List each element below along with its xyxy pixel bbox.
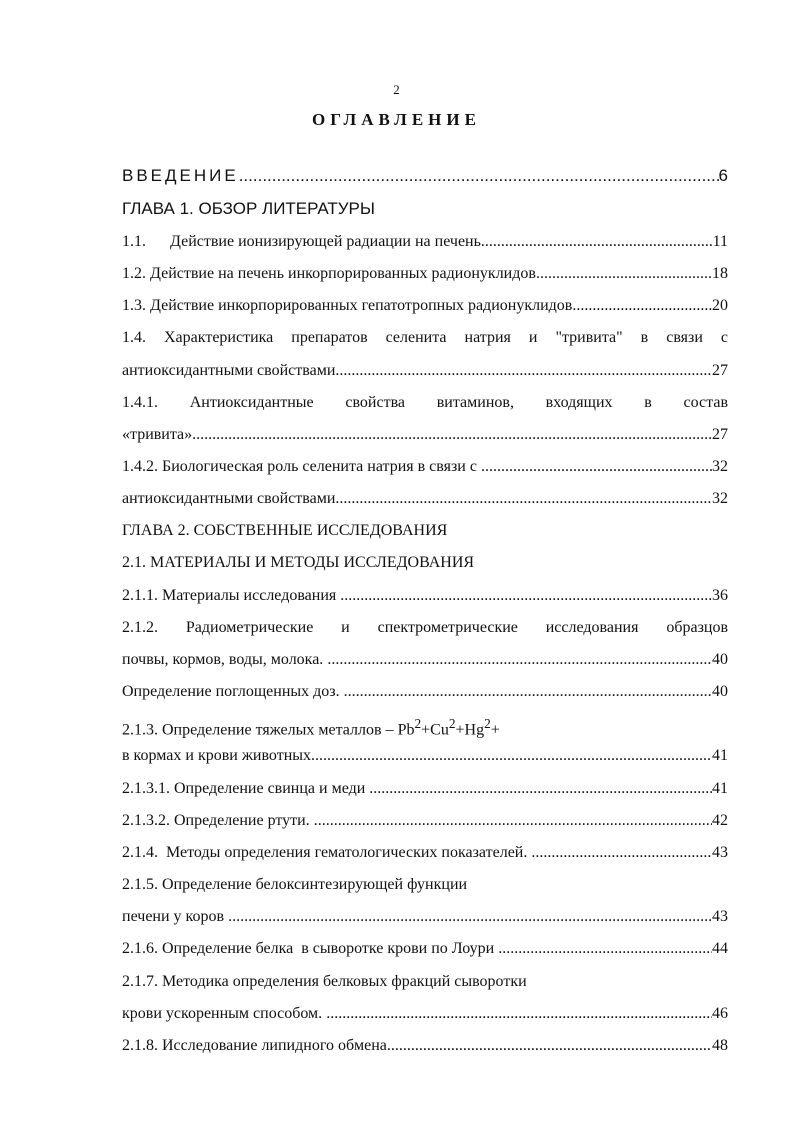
toc-entry-1-1	[122, 232, 728, 252]
toc-entry-label: Определение поглощенных доз.	[122, 683, 344, 700]
leader-dots	[344, 682, 712, 702]
leader-dots	[192, 425, 712, 445]
toc-entry-label: в кормах и крови животных	[122, 747, 311, 764]
toc-entry-label: 1.3. Действие инкорпорированных гепатотропных радионуклидов	[122, 297, 573, 314]
toc-entry-2-1-8	[122, 1036, 728, 1056]
toc-entry-label: 2.1.2. Радиометрические и спектрометрические исследования образцов	[122, 619, 728, 636]
toc-entry-page: 18	[712, 265, 728, 282]
toc-entry-label: ВВЕДЕНИЕ	[122, 166, 239, 185]
page-number: 2	[393, 82, 400, 97]
toc-entry-page: 32	[712, 458, 728, 475]
toc-chapter-2	[122, 521, 728, 541]
toc-entry-page: 27	[712, 426, 728, 443]
toc-entry-2-1-2-line1	[122, 618, 728, 638]
toc-entry-page: 40	[712, 683, 728, 700]
leader-dots	[481, 457, 712, 477]
toc-entry-page: 42	[712, 812, 728, 829]
superscript: 2	[484, 716, 491, 731]
toc-entry-2-1-2-line2	[122, 650, 728, 670]
toc-entry-2-1-7-line2	[122, 1004, 728, 1024]
toc-entry-label: 1.4. Характеристика препаратов селенита натрия и "тривита" в связи с	[122, 329, 728, 346]
leader-dots	[335, 361, 712, 381]
toc-entry-2-1-6	[122, 939, 728, 959]
toc-entry-page: 43	[712, 844, 728, 861]
toc-entry-label: 2.1.8. Исследование липидного обмена	[122, 1037, 387, 1054]
toc-entry-2-1-5-line1	[122, 875, 728, 895]
toc-entry-label: 2.1.1. Материалы исследования	[122, 587, 341, 604]
toc-entry-2-1-3-line1	[122, 714, 728, 740]
toc-entry-2-1-3-2	[122, 811, 728, 831]
toc-entry-2-1-3-1	[122, 779, 728, 799]
toc-chapter-1	[122, 199, 728, 219]
toc-entry-1-3	[122, 296, 728, 316]
toc-entry-page: 41	[712, 747, 728, 764]
toc-entry-2-1-7-line1	[122, 972, 728, 992]
leader-dots	[314, 811, 712, 831]
toc-entry-page: 48	[712, 1037, 728, 1054]
toc-entry-2-1-1	[122, 586, 728, 606]
toc-entry-1-4-line1	[122, 328, 728, 348]
toc-entry-2-1-3-line2	[122, 746, 728, 766]
toc-entry-page: 27	[712, 362, 728, 379]
toc-entry-label: печени у коров	[122, 908, 229, 925]
toc-entry-1-4-2-line1	[122, 457, 728, 477]
toc-entry-doses	[122, 682, 728, 702]
toc-section-2-1	[122, 553, 728, 573]
toc-entry-label: 2.1.4. Методы определения гематологических показателей.	[122, 844, 532, 861]
leader-dots	[369, 779, 712, 799]
toc-entry-label: ГЛАВА 2. СОБСТВЕННЫЕ ИССЛЕДОВАНИЯ	[122, 522, 448, 539]
leader-dots	[498, 939, 712, 959]
toc-entry-label: крови ускоренным способом.	[122, 1005, 327, 1022]
toc-entry-2-1-4	[122, 843, 728, 863]
leader-dots	[311, 746, 712, 766]
toc-entry-label: 2.1.6. Определение белка в сыворотке крови по Лоури	[122, 940, 499, 957]
toc-entry-1-2	[122, 264, 728, 284]
toc-entry-label: почвы, кормов, воды, молока.	[122, 651, 328, 668]
toc-entry-page: 20	[712, 297, 728, 314]
toc-entry-1-4-1-line2	[122, 425, 728, 445]
leader-dots	[327, 650, 712, 670]
leader-dots	[228, 907, 712, 927]
leader-dots	[481, 232, 713, 252]
toc-entry-1-4-line2	[122, 361, 728, 381]
formula-part: +	[490, 721, 500, 739]
leader-dots	[572, 296, 712, 316]
leader-dots	[536, 264, 712, 284]
toc-entry-label: 2.1.5. Определение белоксинтезирующей функции	[122, 876, 468, 893]
toc-entry-label: 2.1.3.1. Определение свинца и меди	[122, 780, 370, 797]
toc-entry-label: ГЛАВА 1. ОБЗОР ЛИТЕРАТУРЫ	[122, 199, 375, 218]
toc-entry-page: 32	[712, 490, 728, 507]
superscript: 2	[448, 716, 456, 731]
toc-entry-page: 44	[712, 940, 728, 957]
toc-entry-label: антиоксидантными свойствами	[122, 362, 336, 379]
toc-entry-label: 1.4.1. Антиоксидантные свойства витаминов, входящих в состав	[122, 394, 728, 411]
toc-entry-intro	[122, 166, 728, 186]
toc-entry-2-1-5-line2	[122, 907, 728, 927]
toc-entry-label: 1.1. Действие ионизирующей радиации на печень	[122, 233, 481, 250]
leader-dots	[239, 166, 719, 186]
toc-entry-1-4-1-line1	[122, 393, 728, 413]
superscript: 2	[414, 716, 422, 731]
leader-dots	[387, 1036, 712, 1056]
toc-entry-label: 1.2. Действие на печень инкорпорированных радионуклидов	[122, 265, 536, 282]
toc-entry-page: 11	[712, 233, 728, 250]
toc-entry-label: антиоксидантными свойствами	[122, 490, 336, 507]
toc-entry-label: 2.1.7. Методика определения белковых фракций сыворотки	[122, 973, 527, 990]
leader-dots	[340, 586, 712, 606]
leader-dots	[326, 1004, 712, 1024]
page-title: ОГЛАВЛЕНИЕ	[312, 110, 481, 129]
toc-entry-label: 2.1. МАТЕРИАЛЫ И МЕТОДЫ ИССЛЕДОВАНИЯ	[122, 554, 475, 571]
toc-entry-label: 2.1.3. Определение тяжелых металлов – Pb	[122, 721, 415, 739]
toc-entry-label: «тривита»	[122, 426, 193, 443]
toc-entry-page: 6	[718, 166, 728, 185]
toc-entry-page: 46	[712, 1005, 728, 1022]
toc-entry-page: 41	[712, 780, 728, 797]
toc-entry-page: 36	[712, 587, 728, 604]
toc-entry-label: 2.1.3.2. Определение ртути.	[122, 812, 314, 829]
formula-part: +Hg	[455, 721, 485, 739]
toc-entry-1-4-2-line2	[122, 489, 728, 509]
toc-entry-page: 43	[712, 908, 728, 925]
toc-entry-page: 40	[712, 651, 728, 668]
leader-dots	[335, 489, 712, 509]
formula-part: +Cu	[421, 721, 449, 739]
leader-dots	[531, 843, 712, 863]
toc-entry-label: 1.4.2. Биологическая роль селенита натрия в связи с	[122, 458, 481, 475]
